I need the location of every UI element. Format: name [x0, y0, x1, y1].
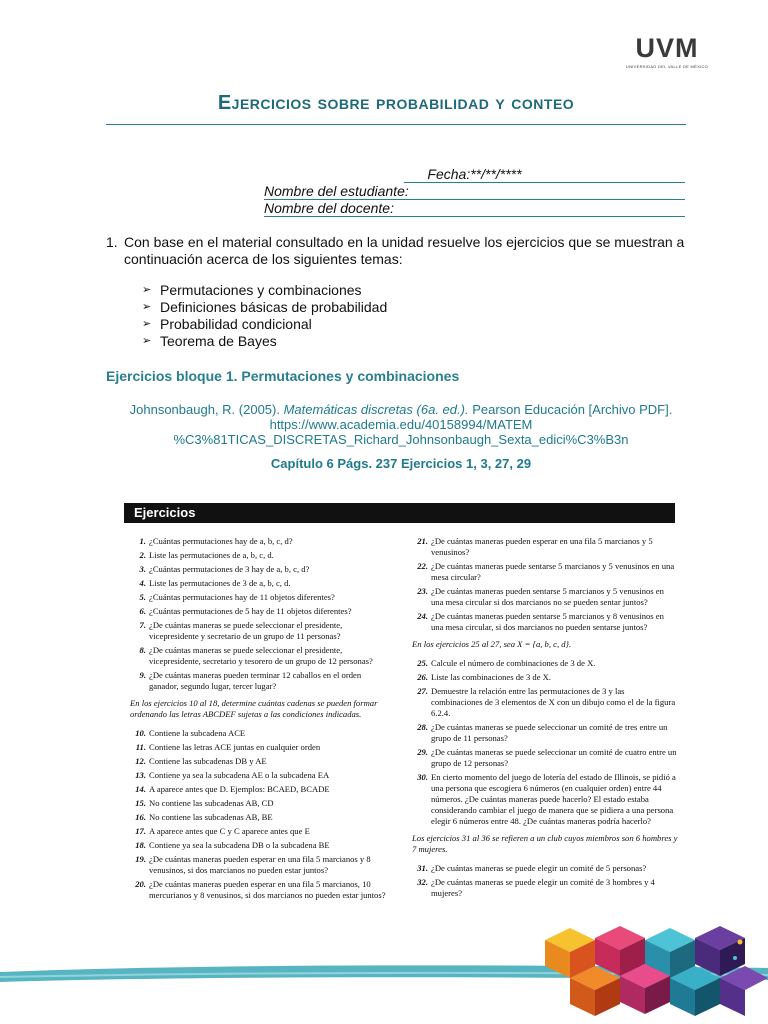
exercise-item	[130, 620, 392, 642]
exercise-number: 13.	[135, 770, 146, 780]
reference-book: Matemáticas discretas (6a. ed.).	[283, 402, 469, 417]
reference-publisher: Pearson Educación [Archivo PDF].	[472, 402, 673, 417]
title-divider	[106, 124, 686, 125]
exercise-text: Demuestre la relación entre las permutaciones de 3 y las combinaciones de 3 elementos de X con un dibujo como el de la figura 6.2.4.	[431, 686, 676, 718]
exercise-number: 25.	[417, 658, 428, 668]
arrow-bullet-icon: ➢	[142, 335, 152, 347]
exercise-item	[130, 550, 392, 561]
chapter-reference: Capítulo 6 Págs. 237 Ejercicios 1, 3, 27, 29	[270, 456, 532, 471]
exercise-text: A aparece antes que D. Ejemplos: BCAED, BCADE	[149, 784, 330, 794]
arrow-bullet-icon: ➢	[142, 284, 152, 296]
exercise-text: Liste las permutaciones de a, b, c, d.	[149, 550, 274, 560]
student-name-field: Nombre del estudiante:	[264, 183, 685, 200]
page-title: Ejercicios sobre probabilidad y conteo	[217, 92, 575, 114]
question-1	[106, 234, 696, 268]
exercise-item	[130, 784, 392, 795]
exercise-number: 19.	[135, 854, 146, 864]
exercise-number: 7.	[139, 620, 146, 630]
exercise-text: ¿De cuántas maneras se puede elegir un comité de 3 hombres y 4 mujeres?	[431, 877, 655, 898]
exercise-text: ¿De cuántas maneras se puede seleccionar un comité de tres entre un grupo de 11 personas?	[431, 722, 668, 743]
exercise-text: A aparece antes que C y C aparece antes que E	[149, 826, 310, 836]
exercise-number: 15.	[135, 798, 146, 808]
exercise-number: 18.	[135, 840, 146, 850]
exercise-number: 16.	[135, 812, 146, 822]
logo-tagline: UNIVERSIDAD DEL VALLE DE MÉXICO	[625, 64, 709, 69]
list-item: ➢ Definiciones básicas de probabilidad	[142, 299, 388, 315]
exercise-text: No contiene las subcadenas AB, BE	[149, 812, 273, 822]
exercise-number: 17.	[135, 826, 146, 836]
arrow-bullet-icon: ➢	[142, 318, 152, 330]
exercise-text: ¿De cuántas maneras pueden esperar en una fila 5 marcianos y 8 venusinos, si dos marcianos no pueden estar juntos?	[149, 854, 371, 875]
exercise-item	[130, 812, 392, 823]
exercise-number: 28.	[417, 722, 428, 732]
exercise-item	[130, 592, 392, 603]
uvm-logo	[612, 34, 722, 74]
exercise-item	[412, 611, 678, 633]
exercise-item	[130, 564, 392, 575]
exercise-item	[130, 879, 392, 901]
exercise-item	[412, 772, 678, 827]
exercise-item	[130, 840, 392, 851]
exercise-text: ¿Cuántas permutaciones de 5 hay de 11 objetos diferentes?	[149, 606, 352, 616]
exercise-text: ¿Cuántas permutaciones hay de 11 objetos diferentes?	[149, 592, 335, 602]
exercise-item	[130, 742, 392, 753]
reference-url-line1[interactable]: https://www.academia.edu/40158994/MATEM	[269, 417, 533, 432]
exercise-text: Contiene la subcadena ACE	[149, 728, 246, 738]
exercise-item	[412, 877, 678, 899]
exercise-number: 29.	[417, 747, 428, 757]
exercise-number: 31.	[417, 863, 428, 873]
exercise-number: 24.	[417, 611, 428, 621]
exercise-item	[130, 606, 392, 617]
exercise-item	[130, 578, 392, 589]
exercise-note: En los ejercicios 10 al 18, determine cuántas cadenas se pueden formar ordenando las letras ABCDEF sujetas a las condiciones indicadas.	[130, 698, 378, 719]
exercise-item	[130, 645, 392, 667]
arrow-bullet-icon: ➢	[142, 301, 152, 313]
exercise-text: Contiene ya sea la subcadena DB o la subcadena BE	[149, 840, 330, 850]
list-item: ➢ Teorema de Bayes	[142, 333, 277, 349]
exercise-item	[130, 826, 392, 837]
exercise-number: 20.	[135, 879, 146, 889]
exercises-header: Ejercicios	[134, 505, 196, 520]
topics-list	[142, 282, 542, 350]
exercise-item	[130, 728, 392, 739]
exercise-text: En cierto momento del juego de lotería del estado de Illinois, se pidió a una persona que escogiera 6 números (en cualquier orden) entre 44 números. ¿De cuántas maneras puede hacerlo? El estado estaba considerando cambiar el juego de manera que se pidiera a una persona elegir 6 números entre 48. ¿De cuántas maneras podría hacerlo?	[431, 772, 676, 826]
exercise-item	[412, 658, 678, 669]
exercises-left-column	[130, 536, 392, 904]
exercise-number: 9.	[139, 670, 146, 680]
exercise-item	[412, 672, 678, 683]
reference-url-line2[interactable]: %C3%81TICAS_DISCRETAS_Richard_Johnsonbaugh_Sexta_edici%C3%B3n	[173, 432, 629, 447]
exercise-number: 10.	[135, 728, 146, 738]
exercise-number: 11.	[135, 742, 146, 752]
exercise-number: 27.	[417, 686, 428, 696]
exercise-number: 22.	[417, 561, 428, 571]
exercise-item	[412, 536, 678, 558]
exercise-item	[412, 686, 678, 719]
bibliographic-reference	[106, 402, 696, 447]
exercise-text: ¿De cuántas maneras se puede seleccionar el presidente, vicepresidente y secretario de un grupo de 11 personas?	[149, 620, 343, 641]
exercise-number: 2.	[139, 550, 146, 560]
exercise-text: Liste las combinaciones de 3 de X.	[431, 672, 552, 682]
exercise-text: ¿De cuántas maneras se puede seleccionar el presidente, vicepresidente, secretario y tesorero de un grupo de 12 personas?	[149, 645, 373, 666]
exercise-item	[130, 756, 392, 767]
exercise-text: Contiene las letras ACE juntas en cualquier orden	[149, 742, 321, 752]
question-number: 1.	[106, 234, 118, 250]
exercise-number: 30.	[417, 772, 428, 782]
exercise-item	[412, 722, 678, 744]
exercise-text: ¿Cuántas permutaciones hay de a, b, c, d?	[149, 536, 293, 546]
exercise-number: 12.	[135, 756, 146, 766]
exercise-number: 21.	[417, 536, 428, 546]
exercise-item	[130, 536, 392, 547]
exercise-text: ¿Cuántas permutaciones de 3 hay de a, b, c, d?	[149, 564, 310, 574]
exercise-number: 14.	[135, 784, 146, 794]
exercise-text: ¿De cuántas maneras pueden terminar 12 caballos en el orden ganador, segundo lugar, tercer lugar?	[149, 670, 362, 691]
exercise-item	[130, 854, 392, 876]
exercise-item	[130, 670, 392, 692]
exercise-number: 23.	[417, 586, 428, 596]
exercise-text: Liste las permutaciones de 3 de a, b, c, d.	[149, 578, 291, 588]
exercise-text: ¿De cuántas maneras pueden sentarse 5 marcianos y 5 venusinos en una mesa circular si dos marcianos no se pueden sentar juntos?	[431, 586, 664, 607]
exercise-text: No contiene las subcadenas AB, CD	[149, 798, 274, 808]
exercise-item	[130, 798, 392, 809]
list-item: ➢ Probabilidad condicional	[142, 316, 312, 332]
exercise-item	[412, 747, 678, 769]
exercise-item	[130, 770, 392, 781]
exercise-item	[412, 586, 678, 608]
exercise-text: ¿De cuántas maneras puede sentarse 5 marcianos y 5 venusinos en una mesa circular?	[431, 561, 675, 582]
exercise-text: ¿De cuántas maneras pueden sentarse 5 marcianos y 8 venusinos en una mesa circular, si dos marcianos no pueden sentarse juntos?	[431, 611, 664, 632]
exercise-text: Contiene las subcadenas DB y AE	[149, 756, 267, 766]
exercise-number: 3.	[139, 564, 146, 574]
reference-author: Johnsonbaugh, R. (2005).	[129, 402, 280, 417]
date-field: Fecha:**/**/****	[404, 166, 685, 183]
exercise-item	[412, 863, 678, 874]
logo-text: UVM	[635, 33, 699, 63]
exercise-text: Contiene ya sea la subcadena AE o la subcadena EA	[149, 770, 330, 780]
exercise-number: 26.	[417, 672, 428, 682]
exercises-right-column	[412, 536, 678, 902]
cubes-decoration	[515, 920, 768, 1024]
exercise-number: 1.	[139, 536, 146, 546]
exercise-number: 6.	[139, 606, 146, 616]
question-text: Con base en el material consultado en la unidad resuelve los ejercicios que se muestran a continuación acerca de los siguientes temas:	[124, 234, 685, 267]
exercise-text: ¿De cuántas maneras pueden esperar en una fila 5 marcianos, 10 mercurianos y 8 venusinos, si dos marcianos no pueden estar juntos?	[149, 879, 386, 900]
teacher-name-field: Nombre del docente:	[264, 200, 685, 217]
exercise-number: 5.	[139, 592, 146, 602]
exercise-text: ¿De cuántas maneras se puede elegir un comité de 5 personas?	[431, 863, 647, 873]
exercise-item	[412, 561, 678, 583]
exercise-text: Calcule el número de combinaciones de 3 de X.	[431, 658, 596, 668]
exercise-text: ¿De cuántas maneras se puede seleccionar un comité de cuatro entre un grupo de 12 personas?	[431, 747, 677, 768]
list-item: ➢ Permutaciones y combinaciones	[142, 282, 362, 298]
exercise-number: 4.	[139, 578, 146, 588]
exercise-number: 32.	[417, 877, 428, 887]
exercise-text: ¿De cuántas maneras pueden esperar en una fila 5 marcianos y 5 venusinos?	[431, 536, 653, 557]
exercise-number: 8.	[139, 645, 146, 655]
exercise-note: Los ejercicios 31 al 36 se refieren a un club cuyos miembros son 6 hombres y 7 mujeres.	[412, 833, 678, 854]
exercise-note: En los ejercicios 25 al 27, sea X = {a, b, c, d}.	[412, 639, 572, 649]
block-title: Ejercicios bloque 1. Permutaciones y combinaciones	[106, 368, 460, 384]
exercises-header-bar	[124, 503, 675, 523]
